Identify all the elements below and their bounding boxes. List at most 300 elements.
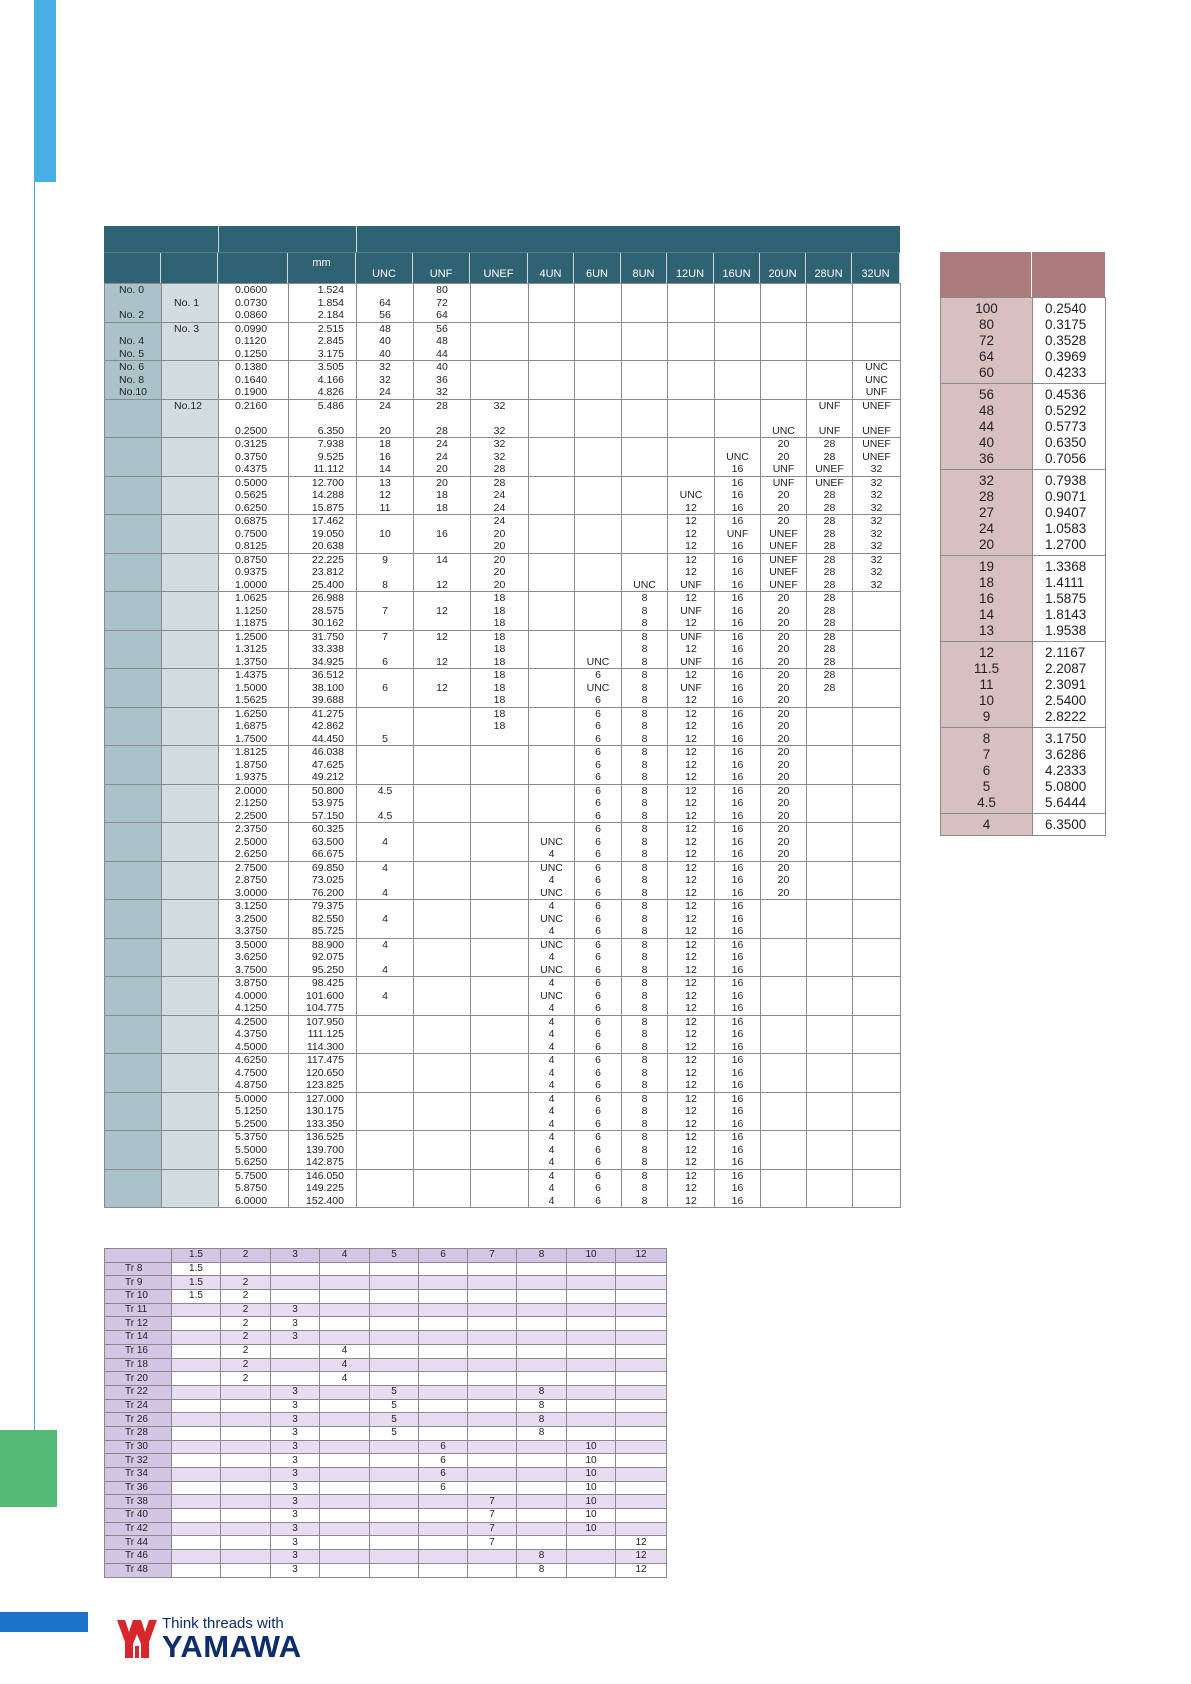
- table-row: [105, 1092, 901, 1131]
- tr-pitch-value: [419, 1563, 468, 1577]
- cell-line: 4: [548, 1105, 555, 1117]
- tpi-value: [668, 861, 715, 900]
- cell-line: 12: [685, 925, 697, 937]
- tpi-value: [529, 1092, 575, 1131]
- size-number: [105, 592, 162, 631]
- cell-line: [416, 1093, 468, 1106]
- cell-line: 49.212: [311, 771, 344, 783]
- tpi-value: [529, 284, 575, 323]
- mm-diameter: [289, 669, 357, 708]
- cell-line: 6: [595, 1015, 601, 1028]
- tr-pitch-value: [172, 1509, 221, 1523]
- tr-pitch-value: 3: [271, 1563, 320, 1577]
- pitch-header: 2: [221, 1249, 271, 1263]
- tr-pitch-value: 3: [271, 1331, 320, 1345]
- cell-line: 16: [731, 501, 744, 514]
- tpi-value: [529, 630, 575, 669]
- cell-line: 1.8750: [235, 758, 268, 771]
- cell-line: [473, 1131, 526, 1144]
- tr-size: Tr 40: [105, 1509, 172, 1523]
- tr-pitch-value: [172, 1481, 221, 1495]
- cell-line: 32: [493, 399, 506, 412]
- tpi-value: [575, 1054, 622, 1093]
- tr-pitch-value: [517, 1262, 567, 1276]
- tpi-value: [414, 861, 471, 900]
- cell-line: 1.9375: [235, 771, 268, 783]
- cell-line: 12: [436, 655, 448, 668]
- cell-line: [855, 836, 898, 849]
- cell-line: 16: [731, 1182, 744, 1194]
- tpi-value: [668, 553, 715, 592]
- cell-line: 16: [731, 912, 744, 925]
- cell-line: [473, 862, 526, 875]
- series-header: 8UN: [621, 253, 667, 283]
- cell-line: [119, 1144, 159, 1157]
- cell-line: 12: [685, 1182, 697, 1194]
- cell-line: 1.3125: [235, 643, 268, 655]
- cell-line: [577, 374, 619, 387]
- tpi-value: [414, 1092, 471, 1131]
- cell-line: [670, 412, 712, 425]
- cell-line: [359, 694, 411, 707]
- cell-line: [577, 528, 619, 541]
- cell-line: 5.7500: [235, 1169, 268, 1182]
- cell-line: 20: [777, 489, 790, 501]
- cell-line: [359, 669, 411, 682]
- cell-line: [119, 874, 159, 887]
- tpi-value: [622, 1015, 668, 1054]
- cell-line: [416, 643, 468, 656]
- tpi-value: [575, 515, 622, 554]
- cell-line: UNEF: [862, 450, 891, 463]
- tpi-value: [807, 1169, 853, 1208]
- cell-line: [531, 810, 572, 823]
- cell-line: 0.1900: [235, 386, 268, 398]
- header-cell: [161, 253, 218, 283]
- cell-line: [119, 848, 159, 861]
- size-number: [105, 284, 162, 323]
- cell-line: [174, 682, 216, 695]
- size-number: [105, 823, 162, 862]
- cell-line: 107.950: [306, 1015, 344, 1028]
- cell-line: 2.1250: [235, 797, 268, 809]
- tr-size: Tr 10: [105, 1290, 172, 1304]
- cell-line: [763, 1105, 804, 1118]
- cell-line: 92.075: [311, 951, 344, 963]
- pitch-value: 0.9071: [1045, 489, 1087, 504]
- cell-line: [809, 977, 850, 990]
- pitch-value: 1.8143: [1045, 607, 1087, 622]
- tr-pitch-value: [370, 1331, 419, 1345]
- cell-line: [119, 1079, 159, 1092]
- cell-line: [577, 438, 619, 451]
- tr-pitch-value: [517, 1331, 567, 1345]
- cell-line: 12: [379, 489, 391, 501]
- cell-line: 46.038: [311, 746, 344, 758]
- cell-line: UNEF: [769, 566, 798, 578]
- tpi-value: [807, 1092, 853, 1131]
- cell-line: [670, 309, 712, 322]
- tr-pitch-value: [320, 1290, 370, 1304]
- cell-line: 8: [641, 771, 648, 783]
- cell-line: 8: [641, 592, 648, 604]
- cell-line: 0.1120: [235, 335, 267, 347]
- cell-line: [416, 1118, 468, 1131]
- cell-line: 12: [685, 977, 697, 989]
- tr-pitch-value: [419, 1262, 468, 1276]
- cell-line: 0.0730: [235, 296, 268, 309]
- cell-line: UNC: [540, 835, 563, 848]
- cell-line: 6: [595, 1066, 601, 1079]
- tpi-value: [761, 669, 807, 708]
- cell-line: [416, 925, 468, 938]
- cell-line: 1.524: [317, 284, 344, 296]
- cell-line: [119, 1131, 159, 1144]
- cell-line: 16: [731, 630, 744, 643]
- cell-line: 8: [641, 848, 648, 860]
- cell-line: 28: [823, 566, 836, 578]
- tpi-value: [853, 823, 901, 862]
- pitch-mm-cell: [1033, 556, 1106, 642]
- cell-line: [809, 412, 850, 425]
- tr-pitch-value: 5: [370, 1426, 419, 1440]
- tpi-value: [357, 669, 414, 708]
- cell-line: [473, 900, 526, 913]
- tpi-value: [668, 1169, 715, 1208]
- cell-line: 36: [436, 373, 448, 386]
- tpi-value: [622, 515, 668, 554]
- cell-line: [531, 515, 572, 528]
- cell-line: [119, 682, 159, 695]
- tpi-value: 9: [982, 709, 991, 724]
- inch-diameter: [219, 746, 289, 785]
- tpi-value: [357, 784, 414, 823]
- cell-line: [119, 836, 159, 849]
- tpi-value: [529, 476, 575, 515]
- pitch-value: 1.9538: [1045, 623, 1087, 638]
- tr-pitch-value: 3: [271, 1413, 320, 1427]
- cell-line: [473, 848, 526, 861]
- tpi-value: [807, 707, 853, 746]
- cell-line: UNC: [540, 861, 563, 874]
- cell-line: 12: [685, 1040, 697, 1053]
- cell-line: 0.0600: [235, 284, 268, 296]
- cell-line: 4.166: [317, 373, 344, 386]
- cell-line: [473, 797, 526, 810]
- tpi-value: [529, 977, 575, 1016]
- size-number: [105, 669, 162, 708]
- cell-line: [855, 939, 898, 952]
- cell-line: 4: [382, 989, 388, 1002]
- cell-line: [809, 1041, 850, 1054]
- tr-pitch-value: [419, 1399, 468, 1413]
- cell-line: [174, 438, 216, 451]
- tpi-value: [357, 1054, 414, 1093]
- cell-line: [531, 605, 572, 618]
- tpi-value: [668, 361, 715, 400]
- cell-line: 5.5000: [235, 1143, 268, 1156]
- cell-line: 28: [823, 592, 836, 604]
- tr-pitch-value: 3: [271, 1317, 320, 1331]
- cell-line: 8: [641, 861, 648, 874]
- cell-line: [624, 309, 665, 322]
- cell-line: [531, 335, 572, 348]
- cell-line: 4: [548, 1131, 555, 1143]
- pitch-mm-cell: [1033, 814, 1106, 836]
- tpi-value: [715, 707, 761, 746]
- cell-line: [359, 1067, 411, 1080]
- tpi-cell: [941, 642, 1033, 728]
- inch-diameter: [219, 900, 289, 939]
- cell-line: [809, 1195, 850, 1208]
- tr-pitch-value: [517, 1536, 567, 1550]
- cell-line: [359, 720, 411, 733]
- tpi-value: [471, 938, 529, 977]
- cell-line: [119, 964, 159, 977]
- inch-diameter: [219, 476, 289, 515]
- cell-line: 16: [731, 1131, 744, 1143]
- cell-line: 7.938: [317, 438, 344, 450]
- cell-line: 20: [777, 746, 790, 758]
- tr-header-blank: [105, 1249, 172, 1263]
- cell-line: [473, 412, 526, 425]
- cell-line: 32: [493, 424, 506, 437]
- cell-line: 8: [641, 886, 648, 899]
- tpi-value: [575, 1015, 622, 1054]
- cell-line: [119, 617, 159, 630]
- cell-line: 6: [595, 963, 601, 976]
- tpi-value: 8: [982, 731, 991, 746]
- cell-line: [624, 489, 665, 502]
- cell-line: [473, 913, 526, 926]
- cell-line: [855, 797, 898, 810]
- cell-line: 4.8750: [235, 1079, 268, 1091]
- tr-pitch-value: [468, 1468, 517, 1482]
- cell-line: [763, 386, 804, 399]
- tpi-value: [668, 669, 715, 708]
- cell-line: [624, 335, 665, 348]
- cell-line: [624, 425, 665, 438]
- pitch-table-body: [940, 297, 1106, 836]
- cell-line: [416, 1002, 468, 1015]
- cell-line: 12: [685, 797, 697, 809]
- cell-line: 32: [436, 386, 448, 398]
- cell-line: 4: [382, 835, 388, 848]
- tpi-value: [471, 746, 529, 785]
- tpi-value: [853, 1169, 901, 1208]
- cell-line: 18: [493, 681, 506, 694]
- tpi-value: [853, 438, 901, 477]
- tr-pitch-value: 6: [419, 1481, 468, 1495]
- tr-pitch-value: 2: [221, 1372, 271, 1386]
- size-number-alt: [162, 669, 219, 708]
- cell-line: [809, 386, 850, 399]
- yamawa-logo: [115, 1614, 335, 1662]
- cell-line: [809, 1079, 850, 1092]
- cell-line: 1.1875: [235, 617, 268, 629]
- size-number: [105, 399, 162, 438]
- size-number: [105, 515, 162, 554]
- tr-pitch-value: [172, 1413, 221, 1427]
- tpi-value: [575, 784, 622, 823]
- pitch-value: 0.3969: [1045, 349, 1087, 364]
- cell-line: 16: [731, 835, 744, 848]
- cell-line: [174, 823, 216, 836]
- cell-line: 69.850: [311, 861, 344, 874]
- cell-line: [624, 477, 665, 490]
- cell-line: 16: [731, 1054, 744, 1066]
- cell-line: 104.775: [306, 1002, 344, 1014]
- header-cell: [104, 253, 161, 283]
- tr-size: Tr 48: [105, 1563, 172, 1577]
- cell-line: 2.5000: [235, 835, 268, 848]
- cell-line: [416, 617, 468, 630]
- cell-line: 3.3750: [235, 925, 268, 937]
- tr-pitch-value: 3: [271, 1440, 320, 1454]
- size-number-alt: [162, 784, 219, 823]
- cell-line: [577, 554, 619, 567]
- cell-line: 1.8125: [235, 746, 268, 758]
- cell-line: [416, 1131, 468, 1144]
- tr-pitch-value: [419, 1344, 468, 1358]
- cell-line: 20: [777, 720, 790, 732]
- tr-size: Tr 28: [105, 1426, 172, 1440]
- tpi-value: 7: [982, 747, 991, 762]
- cell-line: [624, 566, 665, 579]
- tpi-value: [807, 476, 853, 515]
- cell-line: 12: [685, 963, 697, 976]
- cell-line: [473, 1054, 526, 1067]
- cell-line: [416, 964, 468, 977]
- tpi-value: [471, 1015, 529, 1054]
- tr-pitch-value: [370, 1481, 419, 1495]
- cell-line: [717, 335, 758, 348]
- cell-line: [174, 656, 216, 669]
- tpi-value: 72: [978, 333, 995, 348]
- cell-line: [531, 669, 572, 682]
- tr-size: Tr 32: [105, 1454, 172, 1468]
- tpi-value: [807, 399, 853, 438]
- cell-line: [855, 874, 898, 887]
- cell-line: 2.2500: [235, 809, 268, 822]
- cell-line: No. 4: [119, 335, 145, 347]
- cell-line: [416, 1170, 468, 1183]
- cell-line: [174, 708, 216, 721]
- cell-line: 32: [870, 501, 883, 514]
- cell-line: [624, 540, 665, 553]
- tpi-value: 40: [978, 435, 995, 450]
- table-row: [105, 669, 901, 708]
- tpi-value: [529, 823, 575, 862]
- cell-line: [174, 925, 216, 938]
- tr-pitch-value: [172, 1536, 221, 1550]
- tr-pitch-value: 2: [221, 1290, 271, 1304]
- tpi-value: [715, 1054, 761, 1093]
- pitch-value: 0.3528: [1045, 333, 1087, 348]
- size-number-alt: [162, 630, 219, 669]
- cell-line: 12: [685, 592, 697, 604]
- tpi-value: [414, 1015, 471, 1054]
- tr-pitch-value: [567, 1413, 616, 1427]
- cell-line: [809, 900, 850, 913]
- cell-line: [359, 797, 411, 810]
- cell-line: [531, 733, 572, 746]
- tpi-value: [853, 1092, 901, 1131]
- cell-line: 16: [731, 963, 744, 976]
- cell-line: UNF: [680, 630, 702, 643]
- cell-line: [174, 1028, 216, 1041]
- cell-line: [359, 977, 411, 990]
- cell-line: [577, 284, 619, 297]
- tpi-value: [761, 476, 807, 515]
- cell-line: [855, 720, 898, 733]
- tpi-value: [414, 361, 471, 400]
- cell-line: [119, 913, 159, 926]
- tpi-value: [668, 1054, 715, 1093]
- cell-line: [416, 900, 468, 913]
- mm-diameter: [289, 1054, 357, 1093]
- tr-pitch-value: [468, 1372, 517, 1386]
- tpi-value: [414, 707, 471, 746]
- cell-line: [809, 913, 850, 926]
- cell-line: [359, 515, 411, 528]
- tpi-value: [853, 707, 901, 746]
- cell-line: [855, 925, 898, 938]
- cell-line: 6: [595, 707, 601, 720]
- tr-pitch-value: [468, 1440, 517, 1454]
- cell-line: UNC: [540, 886, 563, 899]
- tr-size: Tr 9: [105, 1276, 172, 1290]
- tr-pitch-value: [320, 1522, 370, 1536]
- inch-diameter: [219, 284, 289, 323]
- cell-line: [855, 605, 898, 618]
- tpi-value: [807, 438, 853, 477]
- cell-line: [855, 335, 898, 348]
- cell-line: 28: [493, 476, 506, 489]
- cell-line: 12: [685, 669, 697, 681]
- size-number-alt: [162, 707, 219, 746]
- tpi-value: [471, 784, 529, 823]
- tpi-value: [715, 592, 761, 631]
- tr-pitch-value: [370, 1522, 419, 1536]
- tr-pitch-value: [517, 1495, 567, 1509]
- cell-line: 32: [870, 553, 883, 566]
- tr-pitch-value: [221, 1262, 271, 1276]
- cell-line: [717, 400, 758, 413]
- inch-diameter: [219, 669, 289, 708]
- cell-line: [717, 412, 758, 425]
- cell-line: [119, 887, 159, 900]
- cell-line: UNF: [680, 578, 702, 591]
- cell-line: 0.3125: [235, 438, 268, 450]
- tpi-value: [575, 1092, 622, 1131]
- cell-line: [473, 1195, 526, 1208]
- cell-line: [473, 1105, 526, 1118]
- cell-line: [855, 810, 898, 823]
- tr-row: [105, 1536, 667, 1550]
- cell-line: 33.338: [311, 643, 344, 655]
- cell-line: 152.400: [306, 1194, 344, 1207]
- cell-line: 20: [777, 848, 790, 860]
- pitch-mm-cell: [1033, 642, 1106, 728]
- cell-line: [809, 1144, 850, 1157]
- cell-line: [174, 284, 216, 297]
- tr-pitch-value: [616, 1372, 667, 1386]
- cell-line: [416, 759, 468, 772]
- cell-line: [670, 477, 712, 490]
- cell-line: [809, 759, 850, 772]
- tpi-value: [622, 399, 668, 438]
